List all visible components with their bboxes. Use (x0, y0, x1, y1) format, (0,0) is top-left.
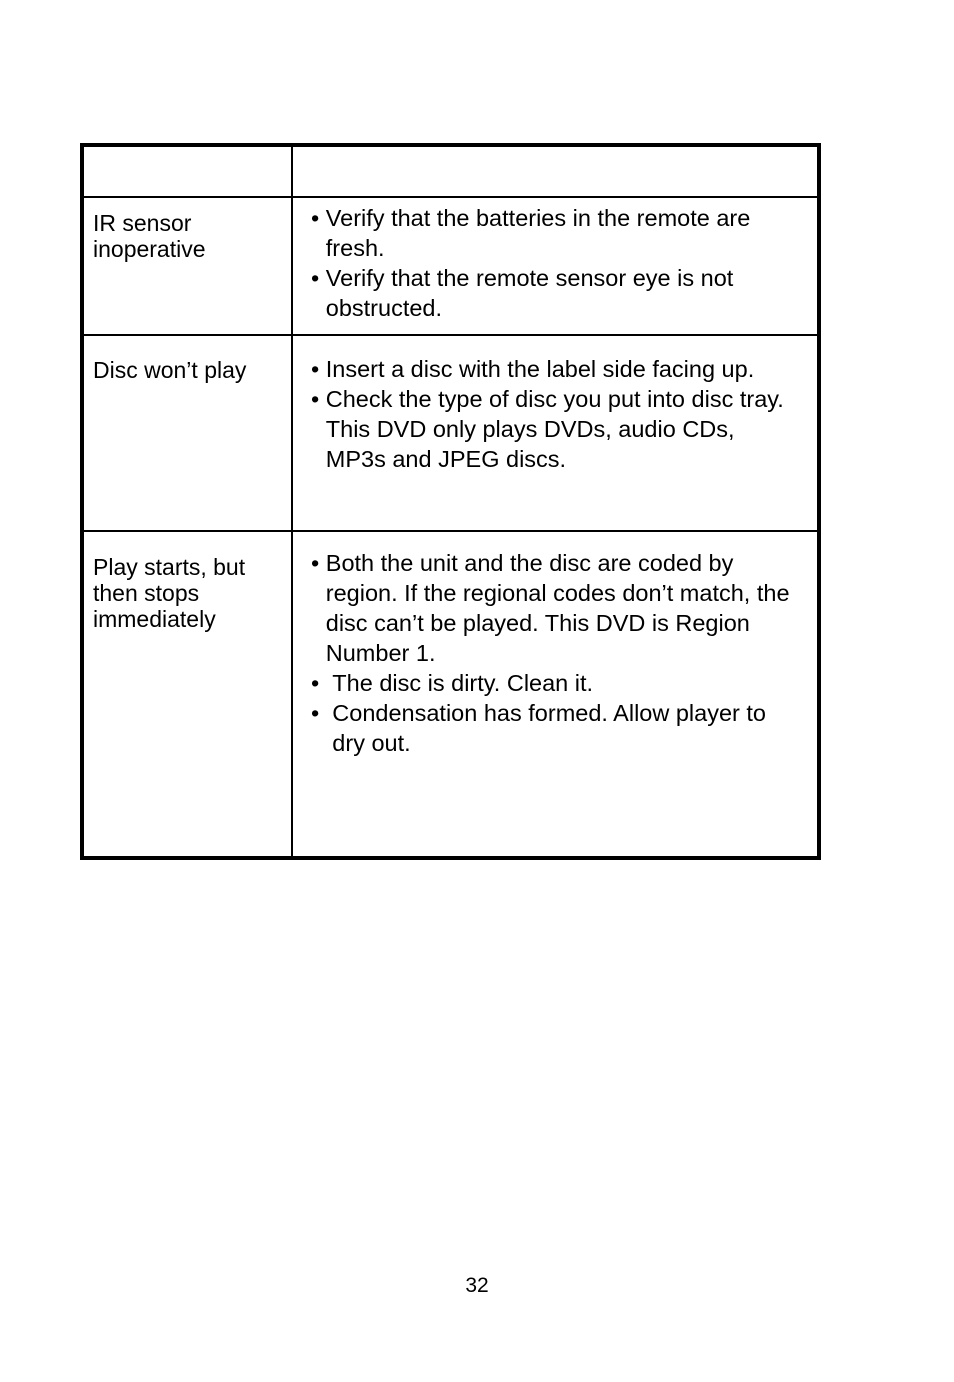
bullet-icon: • (311, 386, 326, 412)
header-row-divider (84, 196, 821, 198)
troubleshooting-table (80, 143, 821, 860)
solution-list-item (311, 668, 801, 698)
solution-text: Check the type of disc you put into disc tray. This DVD only plays DVDs, audio CDs, MP3s and JPEG discs. (325, 386, 784, 472)
solution-list-item (311, 203, 801, 263)
bullet-icon: • (311, 550, 326, 576)
problem-cell-play-stops: Play starts, but then stops immediately (93, 554, 246, 632)
row-divider (84, 530, 817, 532)
solution-cell-disc-wont-play (311, 354, 801, 474)
solution-text: Verify that the remote sensor eye is not obstructed. (325, 265, 734, 321)
bullet-icon: • (311, 356, 326, 382)
solution-list-item (311, 263, 801, 323)
bullet-icon: • (311, 670, 333, 696)
solution-list-item (311, 354, 801, 384)
row-divider (84, 334, 817, 336)
solution-text: Both the unit and the disc are coded by region. If the regional codes don’t match, the disc can’t be played. This DVD is Region Number 1. (325, 550, 790, 666)
solution-list-item (311, 698, 801, 758)
solution-text: Verify that the batteries in the remote are fresh. (325, 205, 751, 261)
page-number: 32 (465, 1274, 489, 1297)
solution-list-item (311, 548, 801, 668)
solution-cell-play-stops (311, 548, 801, 758)
solution-text: Condensation has formed. Allow player to dry out. (332, 700, 766, 756)
bullet-icon: • (311, 700, 333, 726)
column-divider (291, 147, 293, 856)
solution-text: The disc is dirty. Clean it. (332, 670, 594, 696)
problem-cell-ir-sensor: IR sensor inoperative (93, 210, 206, 262)
solution-cell-ir-sensor (311, 203, 801, 323)
solution-text: Insert a disc with the label side facing up. (325, 356, 755, 382)
problem-cell-disc-wont-play: Disc won’t play (93, 357, 247, 383)
bullet-icon: • (311, 205, 326, 231)
solution-list-item (311, 384, 801, 474)
bullet-icon: • (311, 265, 326, 291)
